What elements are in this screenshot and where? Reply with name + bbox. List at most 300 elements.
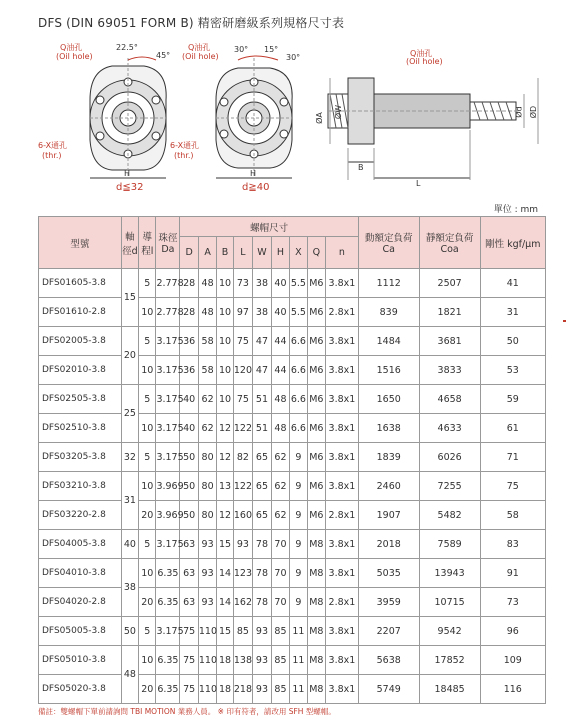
cell-a: 110	[198, 675, 216, 704]
cell-da: 6.35	[156, 559, 180, 588]
table-row	[39, 298, 546, 327]
x-hole-label-left: 6-X通孔	[38, 141, 68, 150]
cell-w: 51	[253, 385, 271, 414]
cell-l: 10	[139, 356, 156, 385]
cell-b: 18	[217, 675, 233, 704]
table-row	[39, 646, 546, 675]
cell-h: 85	[271, 646, 289, 675]
cell-model: DFS04020-2.8	[39, 588, 122, 617]
cell-coa: 9542	[419, 617, 480, 646]
cell-l: 85	[233, 617, 253, 646]
cell-shaft-dia: 15	[121, 269, 138, 327]
cell-w: 78	[253, 559, 271, 588]
cell-h: 40	[271, 269, 289, 298]
cell-da: 3.969	[156, 472, 180, 501]
cell-q: M6	[307, 356, 325, 385]
cell-d: 40	[180, 414, 198, 443]
cell-shaft-dia: 48	[121, 646, 138, 704]
dim-l: L	[416, 179, 421, 188]
cell-x: 9	[290, 559, 307, 588]
cell-h: 44	[271, 327, 289, 356]
cell-l: 160	[233, 501, 253, 530]
cell-shaft-dia: 40	[121, 530, 138, 559]
cell-da: 2.778	[156, 269, 180, 298]
cell-model: DFS03220-2.8	[39, 501, 122, 530]
cell-da: 2.778	[156, 298, 180, 327]
cell-model: DFS03210-3.8	[39, 472, 122, 501]
cell-b: 15	[217, 617, 233, 646]
cell-b: 13	[217, 472, 233, 501]
cell-ca: 1907	[358, 501, 419, 530]
cell-x: 9	[290, 588, 307, 617]
cell-a: 80	[198, 443, 216, 472]
header-sub-h: H	[271, 237, 289, 269]
cell-x: 11	[290, 675, 307, 704]
cell-l: 5	[139, 617, 156, 646]
cell-k: 61	[480, 414, 545, 443]
cell-k: 50	[480, 327, 545, 356]
spec-table	[38, 216, 546, 704]
unit-label: 單位 : mm	[493, 205, 538, 215]
header-model: 型號	[39, 217, 122, 269]
cell-w: 51	[253, 414, 271, 443]
cell-model: DFS01605-3.8	[39, 269, 122, 298]
cell-model: DFS01610-2.8	[39, 298, 122, 327]
cell-w: 65	[253, 472, 271, 501]
cell-l: 5	[139, 385, 156, 414]
cell-x: 6.6	[290, 385, 307, 414]
x-hole-label-left-en: (thr.)	[42, 151, 62, 160]
cell-n: 3.8x1	[326, 443, 359, 472]
cell-k: 59	[480, 385, 545, 414]
cell-model: DFS02510-3.8	[39, 414, 122, 443]
cell-h: 85	[271, 675, 289, 704]
technical-drawing	[38, 38, 558, 198]
angle-label-1: 22.5°	[116, 43, 138, 52]
cell-coa: 2507	[419, 269, 480, 298]
cell-k: 71	[480, 443, 545, 472]
cell-l: 10	[139, 298, 156, 327]
cell-coa: 7255	[419, 472, 480, 501]
cell-l: 82	[233, 443, 253, 472]
cell-k: 53	[480, 356, 545, 385]
cell-b: 10	[217, 269, 233, 298]
cell-d: 75	[180, 675, 198, 704]
header-sub-w: W	[253, 237, 271, 269]
cell-x: 11	[290, 617, 307, 646]
cell-ca: 1650	[358, 385, 419, 414]
cell-k: 91	[480, 559, 545, 588]
cell-b: 12	[217, 501, 233, 530]
cell-d: 36	[180, 327, 198, 356]
cell-a: 93	[198, 588, 216, 617]
cell-b: 14	[217, 588, 233, 617]
cell-l: 20	[139, 675, 156, 704]
x-hole-label-right-en: (thr.)	[174, 151, 194, 160]
cell-q: M8	[307, 559, 325, 588]
cell-w: 47	[253, 356, 271, 385]
cell-w: 93	[253, 675, 271, 704]
cell-a: 62	[198, 414, 216, 443]
cell-l: 5	[139, 269, 156, 298]
cell-n: 2.8x1	[326, 501, 359, 530]
cell-h: 48	[271, 414, 289, 443]
cell-ca: 5035	[358, 559, 419, 588]
table-row	[39, 356, 546, 385]
cell-l: 10	[139, 646, 156, 675]
cell-a: 93	[198, 530, 216, 559]
cell-h: 40	[271, 298, 289, 327]
cell-w: 38	[253, 269, 271, 298]
dim-a: ØA	[314, 112, 324, 124]
header-sub-d: D	[180, 237, 198, 269]
cell-n: 3.8x1	[326, 385, 359, 414]
cell-a: 80	[198, 472, 216, 501]
table-row	[39, 559, 546, 588]
header-sub-x: X	[290, 237, 307, 269]
cell-h: 70	[271, 530, 289, 559]
header-lead: 導程l	[139, 217, 156, 269]
table-row	[39, 617, 546, 646]
cell-b: 10	[217, 385, 233, 414]
cell-model: DFS05020-3.8	[39, 675, 122, 704]
cell-h: 62	[271, 501, 289, 530]
cell-x: 9	[290, 443, 307, 472]
table-row	[39, 472, 546, 501]
cell-d: 75	[180, 646, 198, 675]
cell-model: DFS02005-3.8	[39, 327, 122, 356]
cell-l: 5	[139, 327, 156, 356]
table-row	[39, 501, 546, 530]
cell-ca: 839	[358, 298, 419, 327]
cell-shaft-dia: 38	[121, 559, 138, 617]
cell-ca: 5749	[358, 675, 419, 704]
cell-q: M6	[307, 385, 325, 414]
cell-x: 9	[290, 530, 307, 559]
cell-d: 50	[180, 472, 198, 501]
drawing-svg	[38, 38, 558, 198]
cell-x: 6.6	[290, 414, 307, 443]
cell-l: 218	[233, 675, 253, 704]
cell-l: 123	[233, 559, 253, 588]
cell-l: 10	[139, 414, 156, 443]
angle-label-2: 45°	[156, 51, 171, 60]
cell-coa: 5482	[419, 501, 480, 530]
cell-d: 63	[180, 530, 198, 559]
cell-x: 6.6	[290, 327, 307, 356]
cell-k: 75	[480, 472, 545, 501]
cell-l: 20	[139, 501, 156, 530]
cell-coa: 6026	[419, 443, 480, 472]
cell-b: 15	[217, 530, 233, 559]
cell-d: 28	[180, 298, 198, 327]
cell-coa: 17852	[419, 646, 480, 675]
cell-h: 48	[271, 385, 289, 414]
cell-n: 2.8x1	[326, 588, 359, 617]
oil-hole-label-left: Q油孔	[60, 43, 83, 52]
x-hole-label-right: 6-X通孔	[170, 141, 200, 150]
cell-l: 5	[139, 530, 156, 559]
cell-da: 3.175	[156, 385, 180, 414]
cell-w: 93	[253, 617, 271, 646]
header-sub-q: Q	[307, 237, 325, 269]
cell-da: 3.175	[156, 617, 180, 646]
cell-x: 5.5	[290, 269, 307, 298]
cell-b: 10	[217, 327, 233, 356]
angle-label-3: 30°	[234, 45, 249, 54]
header-sub-n: n	[326, 237, 359, 269]
cell-n: 3.8x1	[326, 646, 359, 675]
cell-da: 3.175	[156, 327, 180, 356]
cell-q: M8	[307, 646, 325, 675]
cell-b: 14	[217, 559, 233, 588]
cell-d: 40	[180, 385, 198, 414]
cell-ca: 1484	[358, 327, 419, 356]
cell-ca: 2207	[358, 617, 419, 646]
cell-b: 12	[217, 414, 233, 443]
cell-coa: 3681	[419, 327, 480, 356]
cell-shaft-dia: 31	[121, 472, 138, 530]
flange-right	[216, 56, 292, 178]
oil-hole-label-side: Q油孔	[410, 49, 433, 58]
cell-q: M6	[307, 269, 325, 298]
cell-shaft-dia: 32	[121, 443, 138, 472]
cell-a: 110	[198, 617, 216, 646]
cell-da: 6.35	[156, 675, 180, 704]
cell-q: M6	[307, 472, 325, 501]
cell-ca: 2018	[358, 530, 419, 559]
cell-k: 73	[480, 588, 545, 617]
cell-k: 31	[480, 298, 545, 327]
cell-d: 63	[180, 588, 198, 617]
oil-hole-label-mid-en: (Oil hole)	[182, 52, 219, 61]
cell-k: 58	[480, 501, 545, 530]
cell-k: 109	[480, 646, 545, 675]
cell-shaft-dia: 25	[121, 385, 138, 443]
angle-label-4: 15°	[264, 45, 279, 54]
header-sub-b: B	[217, 237, 233, 269]
cell-da: 3.175	[156, 414, 180, 443]
cell-l: 75	[233, 327, 253, 356]
cell-b: 10	[217, 298, 233, 327]
dim-w: ØW	[334, 104, 344, 120]
cell-a: 58	[198, 327, 216, 356]
cell-n: 3.8x1	[326, 472, 359, 501]
cell-k: 41	[480, 269, 545, 298]
cell-b: 18	[217, 646, 233, 675]
cell-n: 3.8x1	[326, 617, 359, 646]
cell-d: 75	[180, 617, 198, 646]
cell-w: 78	[253, 588, 271, 617]
cell-q: M8	[307, 675, 325, 704]
oil-hole-label-mid: Q油孔	[188, 43, 211, 52]
header-ball-dia: 珠徑Da	[156, 217, 180, 269]
caption-right: d≧40	[242, 182, 270, 193]
dim-b: B	[358, 163, 364, 172]
cell-b: 10	[217, 356, 233, 385]
dim-h-right: H	[250, 169, 257, 178]
cell-a: 58	[198, 356, 216, 385]
cell-h: 62	[271, 472, 289, 501]
cell-a: 93	[198, 559, 216, 588]
spec-table-wrap	[38, 216, 546, 704]
cell-n: 2.8x1	[326, 298, 359, 327]
cell-coa: 3833	[419, 356, 480, 385]
cell-n: 3.8x1	[326, 414, 359, 443]
table-row	[39, 443, 546, 472]
header-static-load: 靜額定負荷 Coa	[419, 217, 480, 269]
cell-a: 62	[198, 385, 216, 414]
cell-coa: 13943	[419, 559, 480, 588]
cell-n: 3.8x1	[326, 675, 359, 704]
cell-n: 3.8x1	[326, 327, 359, 356]
spec-table-body	[39, 269, 546, 704]
table-row	[39, 588, 546, 617]
cell-a: 48	[198, 298, 216, 327]
cell-h: 85	[271, 617, 289, 646]
cell-ca: 1839	[358, 443, 419, 472]
cell-model: DFS02010-3.8	[39, 356, 122, 385]
cell-l: 120	[233, 356, 253, 385]
cell-d: 28	[180, 269, 198, 298]
cell-w: 47	[253, 327, 271, 356]
cell-l: 138	[233, 646, 253, 675]
cell-h: 70	[271, 559, 289, 588]
cell-model: DFS02505-3.8	[39, 385, 122, 414]
cell-q: M8	[307, 588, 325, 617]
cell-shaft-dia: 20	[121, 327, 138, 385]
cell-a: 80	[198, 501, 216, 530]
cell-l: 73	[233, 269, 253, 298]
dim-d-small: Ød	[514, 106, 524, 118]
cell-h: 70	[271, 588, 289, 617]
cell-w: 65	[253, 443, 271, 472]
cell-l: 122	[233, 414, 253, 443]
cell-x: 9	[290, 472, 307, 501]
cell-w: 65	[253, 501, 271, 530]
header-dyn-load: 動額定負荷 Ca	[358, 217, 419, 269]
cell-l: 10	[139, 472, 156, 501]
cell-w: 93	[253, 646, 271, 675]
cell-l: 162	[233, 588, 253, 617]
cell-ca: 1516	[358, 356, 419, 385]
cell-coa: 4633	[419, 414, 480, 443]
cell-shaft-dia: 50	[121, 617, 138, 646]
cell-coa: 4658	[419, 385, 480, 414]
table-row	[39, 385, 546, 414]
cell-q: M6	[307, 298, 325, 327]
cell-ca: 3959	[358, 588, 419, 617]
cell-da: 3.175	[156, 530, 180, 559]
footnote: 備註：雙螺帽下單前請詢問 TBI MOTION 業務人員。 ※ 印有符者，請改用 SFH 型螺帽。	[38, 707, 336, 716]
header-rigidity: 剛性 kgf/μm	[480, 217, 545, 269]
cell-n: 3.8x1	[326, 559, 359, 588]
cell-da: 3.175	[156, 356, 180, 385]
cell-q: M6	[307, 443, 325, 472]
cell-d: 36	[180, 356, 198, 385]
cell-q: M6	[307, 414, 325, 443]
cell-coa: 1821	[419, 298, 480, 327]
cell-k: 116	[480, 675, 545, 704]
dim-d-large: ØD	[529, 105, 539, 119]
cell-da: 3.175	[156, 443, 180, 472]
header-nut-dims: 螺帽尺寸	[180, 217, 358, 237]
cell-k: 83	[480, 530, 545, 559]
cell-d: 50	[180, 501, 198, 530]
cell-a: 110	[198, 646, 216, 675]
header-sub-l: L	[233, 237, 253, 269]
header-sub-a: A	[198, 237, 216, 269]
cell-l: 5	[139, 443, 156, 472]
cell-da: 6.35	[156, 588, 180, 617]
cell-n: 3.8x1	[326, 356, 359, 385]
cell-l: 122	[233, 472, 253, 501]
cell-w: 38	[253, 298, 271, 327]
oil-hole-label-side-en: (Oil hole)	[406, 57, 443, 66]
cell-model: DFS05005-3.8	[39, 617, 122, 646]
table-row	[39, 675, 546, 704]
cell-x: 9	[290, 501, 307, 530]
cell-q: M8	[307, 617, 325, 646]
cell-coa: 7589	[419, 530, 480, 559]
oil-hole-label-left-en: (Oil hole)	[56, 52, 93, 61]
cell-l: 20	[139, 588, 156, 617]
header-shaft-dia: 軸徑d	[121, 217, 138, 269]
dim-h-left: H	[124, 169, 131, 178]
cell-l: 93	[233, 530, 253, 559]
cell-a: 48	[198, 269, 216, 298]
angle-label-5: 30°	[286, 53, 301, 62]
cell-ca: 1638	[358, 414, 419, 443]
cell-l: 75	[233, 385, 253, 414]
cell-d: 50	[180, 443, 198, 472]
cell-model: DFS04010-3.8	[39, 559, 122, 588]
cell-ca: 1112	[358, 269, 419, 298]
cell-w: 78	[253, 530, 271, 559]
table-row	[39, 414, 546, 443]
caption-left: d≦32	[116, 182, 144, 193]
cell-q: M6	[307, 327, 325, 356]
table-row	[39, 269, 546, 298]
cell-b: 12	[217, 443, 233, 472]
cell-coa: 10715	[419, 588, 480, 617]
cell-n: 3.8x1	[326, 530, 359, 559]
table-row	[39, 530, 546, 559]
cell-ca: 2460	[358, 472, 419, 501]
cell-model: DFS05010-3.8	[39, 646, 122, 675]
cell-da: 6.35	[156, 646, 180, 675]
cell-coa: 18485	[419, 675, 480, 704]
cell-model: DFS03205-3.8	[39, 443, 122, 472]
cell-da: 3.969	[156, 501, 180, 530]
cell-d: 63	[180, 559, 198, 588]
cell-k: 96	[480, 617, 545, 646]
cell-x: 11	[290, 646, 307, 675]
cell-h: 44	[271, 356, 289, 385]
cell-x: 6.6	[290, 356, 307, 385]
cell-model: DFS04005-3.8	[39, 530, 122, 559]
cell-q: M6	[307, 501, 325, 530]
cell-h: 62	[271, 443, 289, 472]
cell-l: 10	[139, 559, 156, 588]
cell-ca: 5638	[358, 646, 419, 675]
table-row	[39, 327, 546, 356]
cell-x: 5.5	[290, 298, 307, 327]
page-title: DFS (DIN 69051 FORM B) 精密研磨級系列規格尺寸表	[38, 16, 345, 30]
cell-q: M8	[307, 530, 325, 559]
cell-n: 3.8x1	[326, 269, 359, 298]
flange-left	[90, 57, 166, 178]
